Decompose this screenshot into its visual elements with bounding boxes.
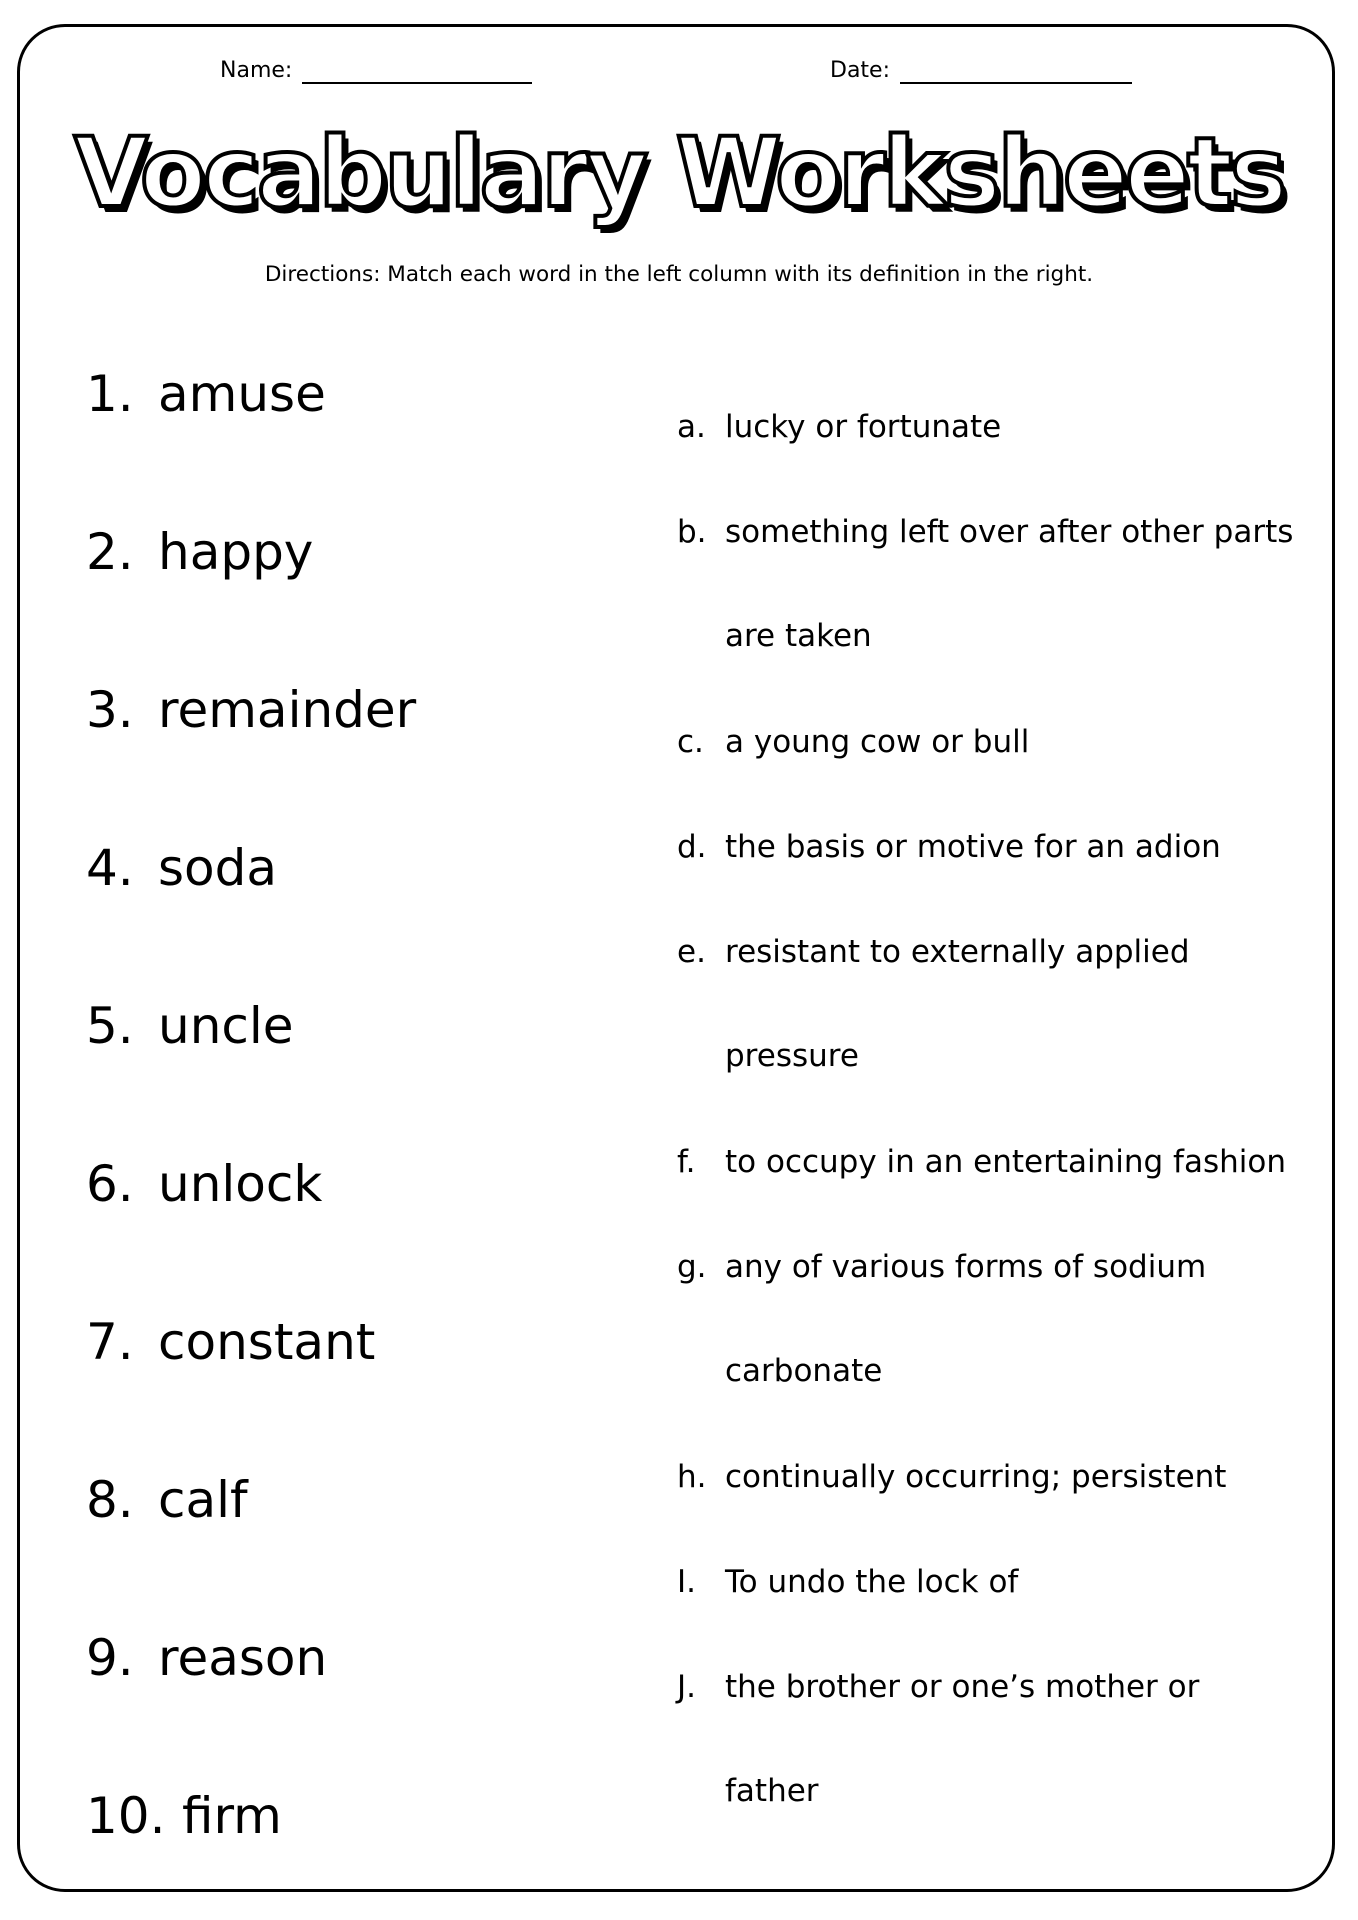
word-text: unlock (158, 1155, 323, 1213)
word-text: constant (158, 1313, 376, 1371)
word-number: 2. (86, 523, 134, 581)
word-number: 1. (86, 365, 134, 423)
word-item (86, 680, 416, 740)
word-number: 7. (86, 1313, 134, 1371)
definition-text: continually occurring; persistent (725, 1459, 1227, 1495)
definition-item (677, 1635, 1317, 1843)
definition-item (677, 1215, 1317, 1423)
word-text: uncle (158, 997, 294, 1055)
definition-letter: a. (677, 409, 706, 445)
name-label: Name: (220, 58, 293, 83)
word-item (86, 522, 313, 582)
word-item (86, 996, 294, 1056)
word-text: amuse (158, 365, 326, 423)
definition-text: the brother or one’s mother or father (725, 1669, 1200, 1809)
definition-item (677, 375, 1317, 479)
worksheet-title: Vocabulary Worksheets (73, 117, 1285, 229)
definition-item (677, 795, 1317, 899)
word-number: 4. (86, 839, 134, 897)
definition-text: lucky or fortunate (725, 409, 1002, 445)
word-item (86, 1470, 248, 1530)
definition-item (677, 900, 1317, 1108)
definition-text: To undo the lock of (725, 1564, 1019, 1600)
word-text: happy (158, 523, 314, 581)
definition-letter: b. (677, 514, 707, 550)
definition-letter: f. (677, 1144, 696, 1180)
word-number: 8. (86, 1471, 134, 1529)
definition-letter: e. (677, 934, 706, 970)
definition-item (677, 1110, 1317, 1214)
definition-text: resistant to externally applied pressure (725, 934, 1190, 1074)
word-item (86, 1154, 322, 1214)
word-item (86, 1628, 327, 1688)
definition-text: something left over after other parts are taken (725, 514, 1294, 654)
word-text: reason (158, 1629, 328, 1687)
word-number: 5. (86, 997, 134, 1055)
definition-item (677, 1425, 1317, 1529)
definition-text: a young cow or bull (725, 724, 1030, 760)
word-item (86, 1786, 282, 1846)
definition-text: to occupy in an entertaining fashion (725, 1144, 1286, 1180)
word-number: 9. (86, 1629, 134, 1687)
definition-item (677, 1530, 1317, 1634)
date-blank-line[interactable] (900, 60, 1132, 84)
definition-text: the basis or motive for an adion (725, 829, 1221, 865)
definition-letter: d. (677, 829, 707, 865)
word-item (86, 1312, 375, 1372)
definition-text: any of various forms of sodium carbonate (725, 1249, 1207, 1389)
word-text: calf (158, 1471, 248, 1529)
word-number: 6. (86, 1155, 134, 1213)
definition-item (677, 480, 1317, 688)
word-item (86, 364, 326, 424)
word-text: firm (182, 1787, 282, 1845)
definition-letter: I. (677, 1564, 696, 1600)
word-text: remainder (158, 681, 417, 739)
word-item (86, 838, 277, 898)
word-list (86, 0, 646, 1920)
definition-letter: h. (677, 1459, 707, 1495)
word-text: soda (158, 839, 278, 897)
definition-letter: c. (677, 724, 704, 760)
word-number: 3. (86, 681, 134, 739)
definition-item (677, 690, 1317, 794)
directions-text: Directions: Match each word in the left column with its definition in the right. (264, 262, 1094, 287)
date-label: Date: (830, 58, 890, 83)
word-number: 10. (86, 1787, 166, 1845)
date-field (830, 58, 1132, 84)
definition-letter: g. (677, 1249, 707, 1285)
definition-letter: J. (677, 1669, 696, 1705)
